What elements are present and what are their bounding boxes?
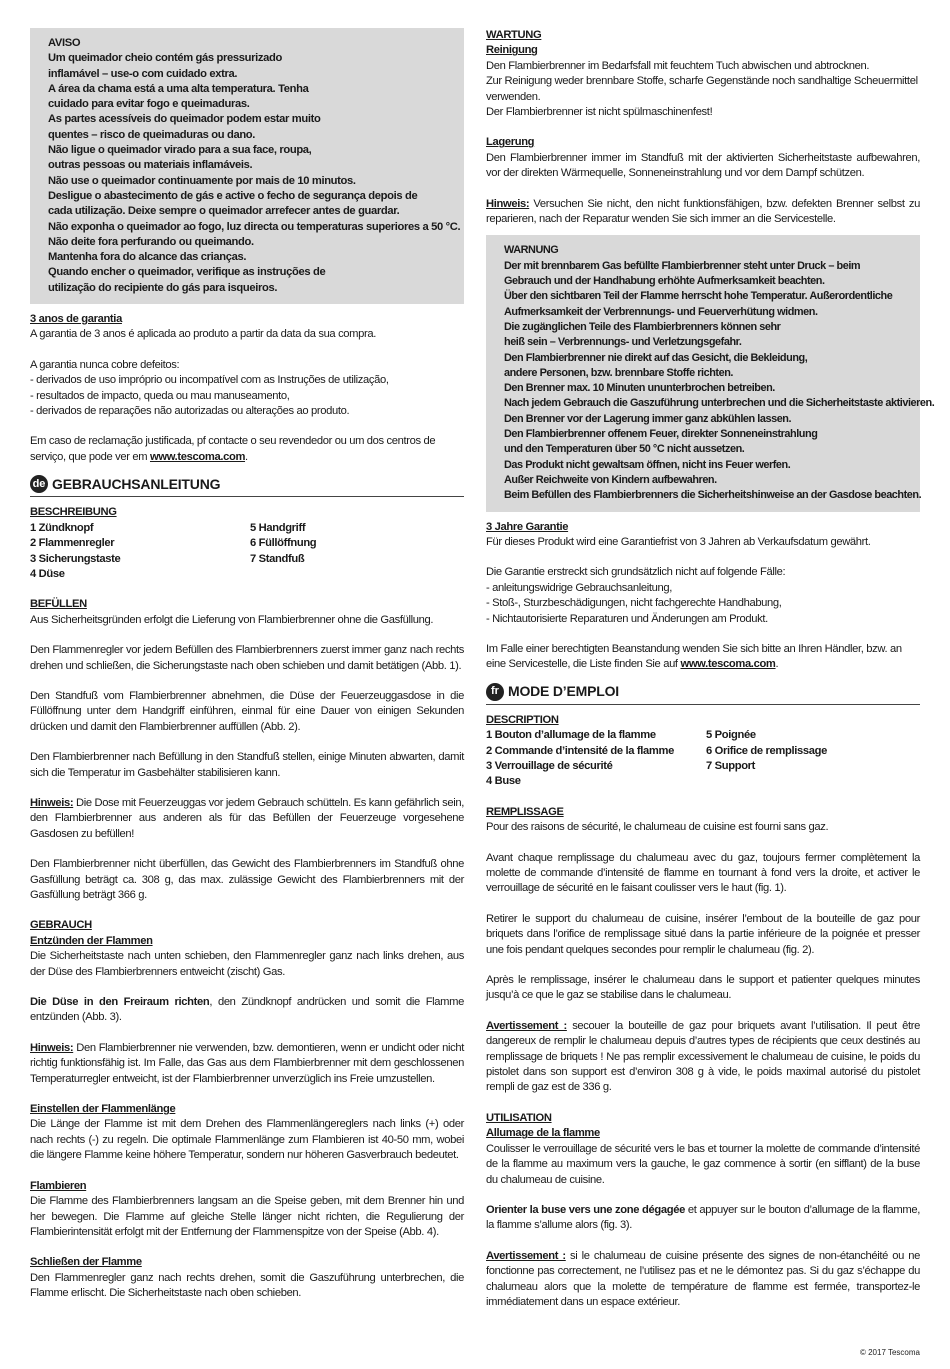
pt-guarantee-text: A garantia de 3 anos é aplicada ao produto a partir da data da sua compra. bbox=[30, 328, 377, 341]
de-parts-right bbox=[250, 521, 464, 583]
pt-claim bbox=[30, 434, 464, 465]
fr-part-item: 4 Buse bbox=[486, 775, 521, 788]
fr-ignite-note-label: Avertissement : bbox=[486, 1249, 566, 1262]
de-section-title: GEBRAUCHSANLEITUNG bbox=[52, 475, 221, 492]
pt-warning-line: inflamável – use-o com cuidado extra. bbox=[48, 67, 238, 80]
fr-fill-note-label: Avertissement : bbox=[486, 1019, 567, 1032]
pt-warning-line: outras pessoas ou materiais inflamáveis. bbox=[48, 159, 253, 172]
pt-warning-line: Desligue o abastecimento de gás e active o fecho de segurança depois de bbox=[48, 189, 418, 202]
pt-claim-link[interactable]: www.tescoma.com bbox=[149, 450, 246, 463]
de-warning-line: Aufmerksamkeit der Verbrennungs- und Feuerverhütung widmen. bbox=[504, 305, 818, 318]
de-store-p: Den Flambierbrenner immer im Standfuß mit der aktivierten Sicherheitstaste aufbewahren, vor der direkten Wärmequelle, Sonneneinstrahlung und vor dem Dampf schützen. bbox=[486, 151, 920, 180]
pt-warning-line: As partes acessíveis do queimador podem estar muito bbox=[48, 113, 321, 126]
de-guarantee-title: 3 Jahre Garantie bbox=[486, 520, 569, 533]
de-warning-line: Die zugänglichen Teile des Flambierbrenners können sehr bbox=[504, 320, 781, 333]
de-warning-line: Der mit brennbarem Gas befüllte Flambierbrenner steht unter Druck – beim bbox=[504, 259, 861, 272]
de-use-title: GEBRAUCH bbox=[30, 919, 92, 932]
pt-defects-intro: A garantia nunca cobre defeitos: bbox=[30, 358, 180, 371]
de-warning-line: Nach jedem Gebrauch die Gaszuführung unterbrechen und die Sicherheitstaste aktivieren. bbox=[504, 397, 935, 410]
de-fill-p4: Den Flambierbrenner nach Befüllung in den Standfuß stellen, einige Minuten abwarten, damit sich die Temperatur im Gasbehälter stabilisieren kann. bbox=[30, 751, 464, 779]
fr-parts-right bbox=[706, 728, 920, 790]
de-part-item: 6 Füllöffnung bbox=[250, 537, 317, 550]
de-parts-list bbox=[30, 521, 464, 583]
pt-claim-text: Em caso de reclamação justificada, pf contacte o seu revendedor ou um dos centros de serviço, que pode ver em bbox=[30, 435, 436, 463]
pt-warning-line: Não ligue o queimador virado para a sua face, roupa, bbox=[48, 144, 312, 157]
de-warning-line: andere Personen, bzw. brennbare Stoffe richten. bbox=[504, 366, 733, 379]
fr-fill-note bbox=[486, 1019, 920, 1096]
de-store-note-label: Hinweis: bbox=[486, 197, 530, 210]
pt-warning-line: Não use o queimador continuamente por mais de 10 minutos. bbox=[48, 174, 356, 187]
pt-defect-item: - derivados de reparações não autorizadas ou alterações ao produto. bbox=[30, 405, 350, 418]
pt-warning-line: Mantenha fora do alcance das crianças. bbox=[48, 251, 247, 264]
de-ignite-note-label: Hinweis: bbox=[30, 1041, 74, 1054]
fr-ignite-p1: Coulisser le verrouillage de sécurité vers le bas et tourner la molette de commande d’intensité de la flamme au maximum vers la gauche, le gaz commence à sortir (en sifflant) de la buse du chalumeau de cuisine. bbox=[486, 1142, 920, 1186]
de-ignite-p2 bbox=[30, 995, 464, 1026]
left-column bbox=[30, 28, 464, 1302]
right-column bbox=[486, 28, 935, 1310]
de-parts-left bbox=[30, 521, 250, 583]
de-warning-lines bbox=[504, 259, 935, 504]
fr-desc-title: DESCRIPTION bbox=[486, 713, 559, 726]
pt-warning-line: cuidado para evitar fogo e queimaduras. bbox=[48, 98, 250, 111]
de-clean-line: Der Flambierbrenner ist nicht spülmaschinenfest! bbox=[486, 106, 713, 119]
fr-part-item: 1 Bouton d’allumage de la flamme bbox=[486, 729, 656, 742]
de-section-header bbox=[30, 475, 464, 497]
de-ignite-bold: Die Düse in den Freiraum richten bbox=[30, 996, 210, 1009]
de-warning-line: Den Brenner max. 10 Minuten ununterbrochen betreiben. bbox=[504, 382, 775, 395]
pt-warning-line: Quando encher o queimador, verifique as instruções de bbox=[48, 266, 326, 279]
de-ignite-p1: Die Sicherheitstaste nach unten schieben, den Flammenregler ganz nach links drehen, aus der Düse des Flambierbrenners entweicht (zischt) Gas. bbox=[30, 950, 464, 978]
de-flambe-p: Die Flamme des Flambierbrenners langsam an die Speise geben, mit dem Brenner hin und her bewegen. Die Flamme auf gleiche Stelle länger nicht richten, die Regulierung der Flambierintensität erfolgt mit der Entfernung der Flammenspitze von der Speise (Abb. 4). bbox=[30, 1195, 464, 1238]
de-ignite-title: Entzünden der Flammen bbox=[30, 934, 153, 947]
fr-fill-p2: Avant chaque remplissage du chalumeau avec du gaz, toujours fermer complètement la molette de commande d’intensité de flamme en tournant à fond vers la droite, et activer le verrouillage de sécurité en le faisant coulisser vers le haut (fig. 1). bbox=[486, 851, 920, 895]
de-clean-title: Reinigung bbox=[486, 44, 538, 57]
de-defects-intro: Die Garantie erstreckt sich grundsätzlich nicht auf folgende Fälle: bbox=[486, 566, 786, 579]
de-defect-item: - Stoß-, Sturzbeschädigungen, nicht fachgerechte Handhabung, bbox=[486, 597, 782, 610]
de-store-note bbox=[486, 197, 920, 228]
pt-warning-line: quentes – risco de queimaduras ou dano. bbox=[48, 128, 256, 141]
de-part-item: 4 Düse bbox=[30, 567, 65, 580]
de-guarantee-text: Für dieses Produkt wird eine Garantiefrist von 3 Jahren ab Verkaufsdatum gewährt. bbox=[486, 535, 871, 548]
de-part-item: 7 Standfuß bbox=[250, 552, 305, 565]
pt-warning-line: utilização do recipiente do gás para isqueiros. bbox=[48, 281, 278, 294]
de-warning-title: WARNUNG bbox=[504, 244, 559, 257]
fr-ignite-note bbox=[486, 1249, 920, 1311]
de-claim bbox=[486, 642, 920, 673]
de-part-item: 2 Flammenregler bbox=[30, 537, 115, 550]
de-defects-list bbox=[486, 581, 920, 627]
de-claim-end: . bbox=[775, 658, 779, 671]
de-fill-note-text: Die Dose mit Feuerzeuggas vor jedem Gebrauch schütteln. Es kann gefährlich sein, den Flambierbrenner aus anderen als für das Befüllen der Feuerzeuge vorgesehene Gasdosen zu befüllen! bbox=[30, 796, 464, 840]
pt-warning-line: cada utilização. Deixe sempre o queimador arrefecer antes de guardar. bbox=[48, 205, 400, 218]
fr-ignite-title: Allumage de la flamme bbox=[486, 1127, 600, 1140]
de-close-title: Schließen der Flamme bbox=[30, 1256, 142, 1269]
de-part-item: 1 Zündknopf bbox=[30, 521, 94, 534]
de-desc-title: BESCHREIBUNG bbox=[30, 506, 117, 519]
fr-section-title: MODE D’EMPLOI bbox=[508, 683, 619, 700]
de-warning-line: heiß sein – Verbrennungs- und Verletzungsgefahr. bbox=[504, 336, 742, 349]
fr-part-item: 3 Verrouillage de sécurité bbox=[486, 759, 613, 772]
pt-defects-list bbox=[30, 373, 464, 419]
de-part-item: 5 Handgriff bbox=[250, 521, 306, 534]
fr-section-header bbox=[486, 683, 920, 705]
pt-warning-line: Um queimador cheio contém gás pressurizado bbox=[48, 52, 282, 65]
de-store-note-text: Versuchen Sie nicht, den nicht funktionsfähigen, bzw. defekten Brenner selbst zu reparieren, nach der Reparatur wenden Sie sich immer an die Servicestelle. bbox=[486, 197, 920, 226]
de-adjust-title: Einstellen der Flammenlänge bbox=[30, 1103, 176, 1116]
pt-claim-end: . bbox=[245, 450, 248, 463]
fr-ignite-note-text: si le chalumeau de cuisine présente des signes de non-étanchéité ou ne fonctionne pas correctement, ne l’utilisez pas et ne le démontez pas. Si du gaz s’échappe du chalumeau alors que la molette de température de flamme est fermée, transportez-le immédiatement dans un espace extérieur. bbox=[486, 1249, 921, 1308]
de-fill-p1: Aus Sicherheitsgründen erfolgt die Lieferung von Flambierbrenner ohne die Gasfüllung. bbox=[30, 613, 434, 626]
pt-defect-item: - resultados de impacto, queda ou mau manuseamento, bbox=[30, 389, 290, 402]
de-warning-line: Über den sichtbaren Teil der Flamme herrscht hohe Temperatur. Außerordentliche bbox=[504, 290, 893, 303]
de-fill-note bbox=[30, 796, 464, 842]
de-warning-line: Den Flambierbrenner offenem Feuer, direkter Sonneneinstrahlung bbox=[504, 428, 818, 441]
fr-ignite-bold: Orienter la buse vers une zone dégagée bbox=[486, 1203, 685, 1216]
pt-warning-line: Não deite fora perfurando ou queimando. bbox=[48, 235, 254, 248]
de-warning-line: Den Flambierbrenner nie direkt auf das Gesicht, die Bekleidung, bbox=[504, 351, 808, 364]
fr-fill-p4: Après le remplissage, insérer le chalumeau dans le support et patienter quelques minutes jusqu’à ce que le gaz se stabilise dans le chalumeau. bbox=[486, 974, 920, 1002]
fr-fill-p1: Pour des raisons de sécurité, le chalumeau de cuisine est fourni sans gaz. bbox=[486, 821, 829, 834]
de-fill-title: BEFÜLLEN bbox=[30, 598, 87, 611]
de-ignite-note bbox=[30, 1041, 464, 1087]
de-close-p: Den Flammenregler ganz nach rechts drehen, somit die Gaszuführung unterbrechen, die Flamme erlischt. Die Sicherheitstaste nach oben schieben. bbox=[30, 1271, 464, 1300]
de-clean-lines bbox=[486, 59, 920, 121]
fr-fill-p3: Retirer le support du chalumeau de cuisine, insérer l’embout de la bouteille de gaz pour briquets dans l’orifice de remplissage situé dans la partie inférieure de la poignée et presser une fois pendant quelques secondes pour remplir le chalumeau (fig. 2). bbox=[486, 912, 920, 956]
de-warning-line: Gebrauch und der Handhabung erhöhte Aufmerksamkeit beachten. bbox=[504, 275, 825, 288]
de-part-item: 3 Sicherungstaste bbox=[30, 552, 121, 565]
de-language-badge: de bbox=[30, 475, 48, 493]
de-ignite-note-text: Den Flambierbrenner nie verwenden, bzw. demontieren, wenn er undicht oder nicht richtig funktionsfähig ist. Im Falle, das Gas aus dem Flambierbrenner mit dem geschlossenen Temperaturregler entweicht, ist der Flambierbrenner unverzüglich ins Freie umzustellen. bbox=[30, 1041, 464, 1085]
de-warning-box bbox=[486, 235, 935, 511]
de-fill-note-label: Hinweis: bbox=[30, 796, 74, 809]
de-warning-line: Den Brenner vor der Lagerung immer ganz abkühlen lassen. bbox=[504, 412, 792, 425]
pt-guarantee-title: 3 anos de garantia bbox=[30, 313, 122, 326]
pt-defect-item: - derivados de uso impróprio ou incompatível com as Instruções de utilização, bbox=[30, 374, 389, 387]
de-maint-title: WARTUNG bbox=[486, 29, 542, 41]
fr-part-item: 6 Orifice de remplissage bbox=[706, 744, 827, 757]
de-claim-text: Im Falle einer berechtigten Beanstandung wenden Sie sich bitte an Ihren Händler, bzw. an eine Servicestelle, die Liste finden Sie auf bbox=[486, 642, 902, 671]
de-fill-p2: Den Flammenregler vor jedem Befüllen des Flambierbrenners zuerst immer ganz nach rechts drehen und schließen, die Sicherungstaste nach oben schieben und damit betätigen (Abb. 1). bbox=[30, 644, 464, 672]
de-adjust-p: Die Länge der Flamme ist mit dem Drehen des Flammenlängereglers nach links (+) oder nach rechts (-) zu regeln. Die optimale Flammenlänge zum Flambieren ist 40-50 mm, wobei die längere Flamme keine höhere Temperatur, sondern nur höheren Gasverbrauch bedeutet. bbox=[30, 1118, 464, 1162]
de-clean-line: Den Flambierbrenner im Bedarfsfall mit feuchtem Tuch abwischen und abtrocknen. bbox=[486, 59, 870, 72]
pt-warning-line: Não exponha o queimador ao fogo, luz directa ou temperaturas superiores a 50 °C. bbox=[48, 220, 461, 233]
fr-part-item: 7 Support bbox=[706, 759, 756, 772]
de-fill-p3: Den Standfuß vom Flambierbrenner abnehmen, die Düse der Feuerzeuggasdose in die Füllöffnung unter dem Handgriff einführen, einmal für eine Dauer von einigen Sekunden drücken und damit den Flambierbrenner auffüllen (Abb. 2). bbox=[30, 689, 464, 733]
de-warning-line: Beim Befüllen des Flambierbrenners die Sicherheitshinweise an der Gasdose beachten. bbox=[504, 489, 922, 502]
copyright-footer: © 2017 Tescoma bbox=[859, 1348, 920, 1357]
fr-ignite-p2-text: et appuyer sur le bouton d’allumage de la flamme, la flamme s’allume alors (fig. 3). bbox=[486, 1203, 920, 1232]
fr-part-item: 5 Poignée bbox=[706, 729, 756, 742]
fr-use-title: UTILISATION bbox=[486, 1111, 552, 1124]
de-claim-link[interactable]: www.tescoma.com bbox=[680, 658, 776, 671]
de-ignite-p2-text: , den Zündknopf andrücken und somit die Flamme entzünden (Abb. 3). bbox=[30, 996, 464, 1024]
fr-ignite-p2 bbox=[486, 1203, 920, 1234]
fr-fill-title: REMPLISSAGE bbox=[486, 805, 564, 818]
de-defect-item: - anleitungswidrige Gebrauchsanleitung, bbox=[486, 581, 672, 594]
de-warning-line: Außer Reichweite von Kindern aufbewahren. bbox=[504, 473, 717, 486]
de-warning-line: Das Produkt nicht gewaltsam öffnen, nicht ins Feuer werfen. bbox=[504, 458, 791, 471]
fr-parts-left bbox=[486, 728, 706, 790]
pt-warning-lines bbox=[48, 51, 461, 296]
de-store-title: Lagerung bbox=[486, 136, 535, 149]
pt-warning-line: A área da chama está a uma alta temperatura. Tenha bbox=[48, 82, 309, 95]
de-fill-p5: Den Flambierbrenner nicht überfüllen, das Gewicht des Flambierbrenners im Standfuß ohne Gasfüllung beträgt ca. 308 g, das max. zulässige Gewicht des Flambierbrenners mit der Gasfüllung beträgt 366 g. bbox=[30, 858, 464, 902]
de-defect-item: - Nichtautorisierte Reparaturen und Änderungen am Produkt. bbox=[486, 612, 768, 625]
pt-warning-box bbox=[30, 28, 464, 304]
pt-warning-title: AVISO bbox=[48, 37, 81, 49]
fr-language-badge: fr bbox=[486, 683, 504, 701]
fr-fill-note-text: secouer la bouteille de gaz pour briquets avant l’utilisation. Il peut être dangereux de remplir le chalumeau depuis d’autres types de récipients que ceux destinés au remplissage de briquets ! Ne pas remplir excessivement le chalumeau de cuisine, le poids du pistolet dans son support est d’environ 308 g à vide, le poids maximal autorisé du pistolet rempli de gaz est de 336 g. bbox=[486, 1019, 920, 1094]
de-warning-line: und den Temperaturen über 50 °C nicht aussetzen. bbox=[504, 443, 745, 456]
de-clean-line: Zur Reinigung weder brennbare Stoffe, scharfe Gegenstände noch sandhaltige Scheuermittel verwenden. bbox=[486, 75, 918, 103]
fr-parts-list bbox=[486, 728, 920, 790]
fr-part-item: 2 Commande d’intensité de la flamme bbox=[486, 744, 674, 757]
de-flambe-title: Flambieren bbox=[30, 1179, 87, 1192]
